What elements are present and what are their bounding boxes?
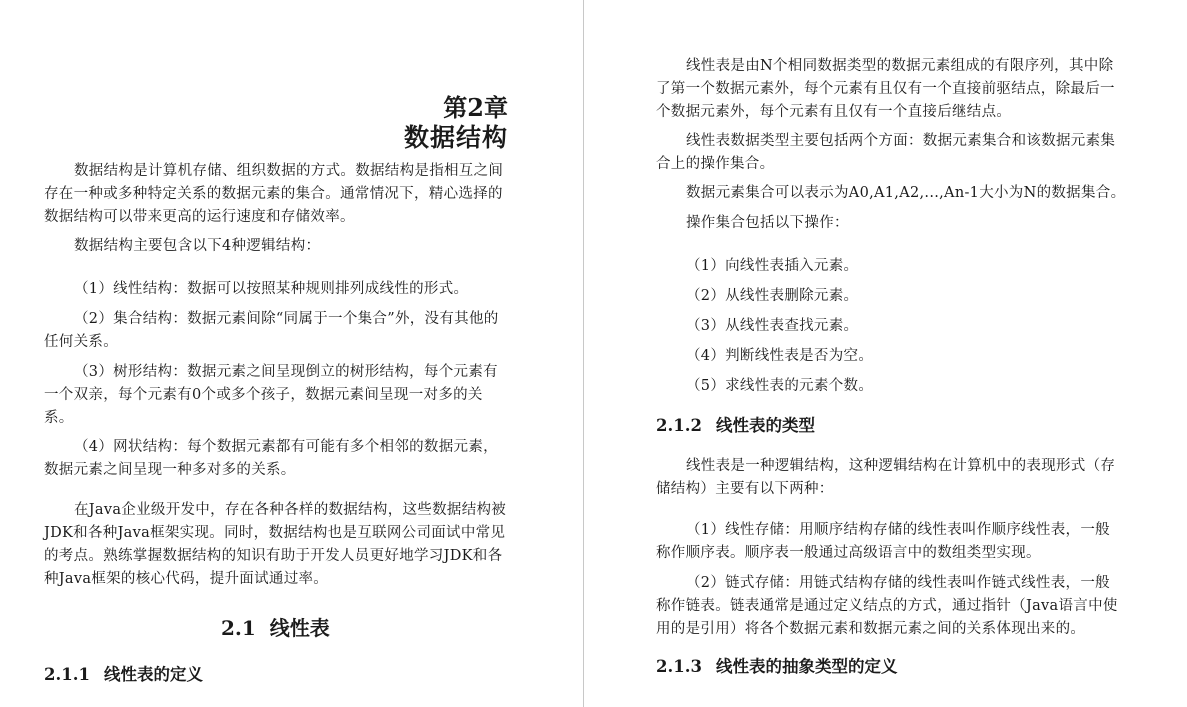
logic-item-4 <box>44 436 498 482</box>
storage-line: 称作链表。链表通常是通过定义结点的方式，通过指针（Java语言中使 <box>656 598 1118 614</box>
types-line: 储结构）主要有以下两种： <box>656 481 834 497</box>
subsection-title: 线性表的类型 <box>715 416 815 435</box>
subsection-heading-2-1-3 <box>656 655 897 679</box>
java-paragraph <box>44 499 506 591</box>
definition-line: 线性表是由N个相同数据类型的数据元素组成的有限序列，其中除 <box>686 58 1114 74</box>
java-line: 种Java框架的核心代码，提升面试通过率。 <box>44 571 329 587</box>
operation-item: （1）向线性表插入元素。 <box>686 258 859 274</box>
chapter-title: 数据结构 <box>403 123 508 152</box>
logic-item-2 <box>44 308 499 354</box>
operation-item: （5）求线性表的元素个数。 <box>686 378 874 394</box>
logic-item-line: （4）网状结构：每个数据元素都有可能有多个相邻的数据元素， <box>74 439 498 455</box>
subsection-number: 2.1.3 <box>656 657 702 676</box>
right-page <box>585 0 1187 707</box>
java-line: 在Java企业级开发中，存在各种各样的数据结构，这些数据结构被 <box>74 502 507 518</box>
intro-paragraph <box>44 160 503 229</box>
java-line: JDK和各种Java框架实现。同时，数据结构也是互联网公司面试中常见 <box>44 525 506 541</box>
definition-paragraph <box>656 55 1115 124</box>
storage-item-2 <box>656 572 1118 641</box>
java-line: 的考点。熟练掌握数据结构的知识有助于开发人员更好地学习JDK和各 <box>44 548 503 564</box>
logic-item-line: （1）线性结构：数据可以按照某种规则排列成线性的形式。 <box>74 281 469 297</box>
section-heading-2-1 <box>221 614 330 642</box>
subsection-number: 2.1.2 <box>656 416 702 435</box>
storage-line: 称作顺序表。顺序表一般通过高级语言中的数组类型实现。 <box>656 545 1041 561</box>
operation-item: （3）从线性表查找元素。 <box>686 318 859 334</box>
subsection-heading-2-1-1 <box>44 663 203 687</box>
definition-line: 了第一个数据元素外，每个元素有且仅有一个直接前驱结点，除最后一 <box>656 81 1115 97</box>
page-gutter <box>583 0 584 707</box>
operation-item: （2）从线性表删除元素。 <box>686 288 859 304</box>
storage-item-1 <box>656 519 1110 565</box>
datatype-paragraph <box>656 130 1115 176</box>
definition-line: 个数据元素外，每个元素有且仅有一个直接后继结点。 <box>656 104 1012 120</box>
types-line: 线性表是一种逻辑结构，这种逻辑结构在计算机中的表现形式（存 <box>686 458 1116 474</box>
storage-line: 用的是引用）将各个数据元素和数据元素之间的关系体现出来的。 <box>656 621 1086 637</box>
logic-intro: 数据结构主要包含以下4种逻辑结构： <box>74 238 321 254</box>
intro-line: 数据结构可以带来更高的运行速度和存储效率。 <box>44 209 355 225</box>
types-paragraph <box>656 455 1115 501</box>
logic-item-3 <box>44 361 498 430</box>
left-page <box>0 0 584 707</box>
subsection-number: 2.1.1 <box>44 665 90 684</box>
intro-line: 数据结构是计算机存储、组织数据的方式。数据结构是指相互之间 <box>74 163 504 179</box>
logic-item-line: 任何关系。 <box>44 334 118 350</box>
logic-item-line: 数据元素之间呈现一种多对多的关系。 <box>44 462 296 478</box>
storage-line: （2）链式存储：用链式结构存储的线性表叫作链式线性表，一般 <box>686 575 1110 591</box>
datatype-line: 合上的操作集合。 <box>656 156 775 172</box>
set-paragraph: 数据元素集合可以表示为A0,A1,A2,...,An-1大小为N的数据集合。 <box>686 185 1126 201</box>
subsection-title: 线性表的抽象类型的定义 <box>715 657 898 676</box>
intro-line: 存在一种或多种特定关系的数据元素的集合。通常情况下，精心选择的 <box>44 186 503 202</box>
logic-item-line: （2）集合结构：数据元素间除“同属于一个集合”外，没有其他的 <box>74 311 499 327</box>
logic-item-1 <box>44 278 468 301</box>
section-number: 2.1 <box>221 616 256 640</box>
subsection-title: 线性表的定义 <box>103 665 203 684</box>
logic-item-line: 一个双亲，每个元素有0个或多个孩子，数据元素间呈现一对多的关 <box>44 387 483 403</box>
subsection-heading-2-1-2 <box>656 414 815 438</box>
operations-intro: 操作集合包括以下操作： <box>686 215 849 231</box>
datatype-line: 线性表数据类型主要包括两个方面：数据元素集合和该数据元素集 <box>686 133 1116 149</box>
chapter-number: 第2章 <box>443 93 508 122</box>
logic-item-line: （3）树形结构：数据元素之间呈现倒立的树形结构，每个元素有 <box>74 364 498 380</box>
logic-item-line: 系。 <box>44 410 74 426</box>
operation-item: （4）判断线性表是否为空。 <box>686 348 874 364</box>
section-title: 线性表 <box>269 616 330 640</box>
storage-line: （1）线性存储：用顺序结构存储的线性表叫作顺序线性表，一般 <box>686 522 1110 538</box>
